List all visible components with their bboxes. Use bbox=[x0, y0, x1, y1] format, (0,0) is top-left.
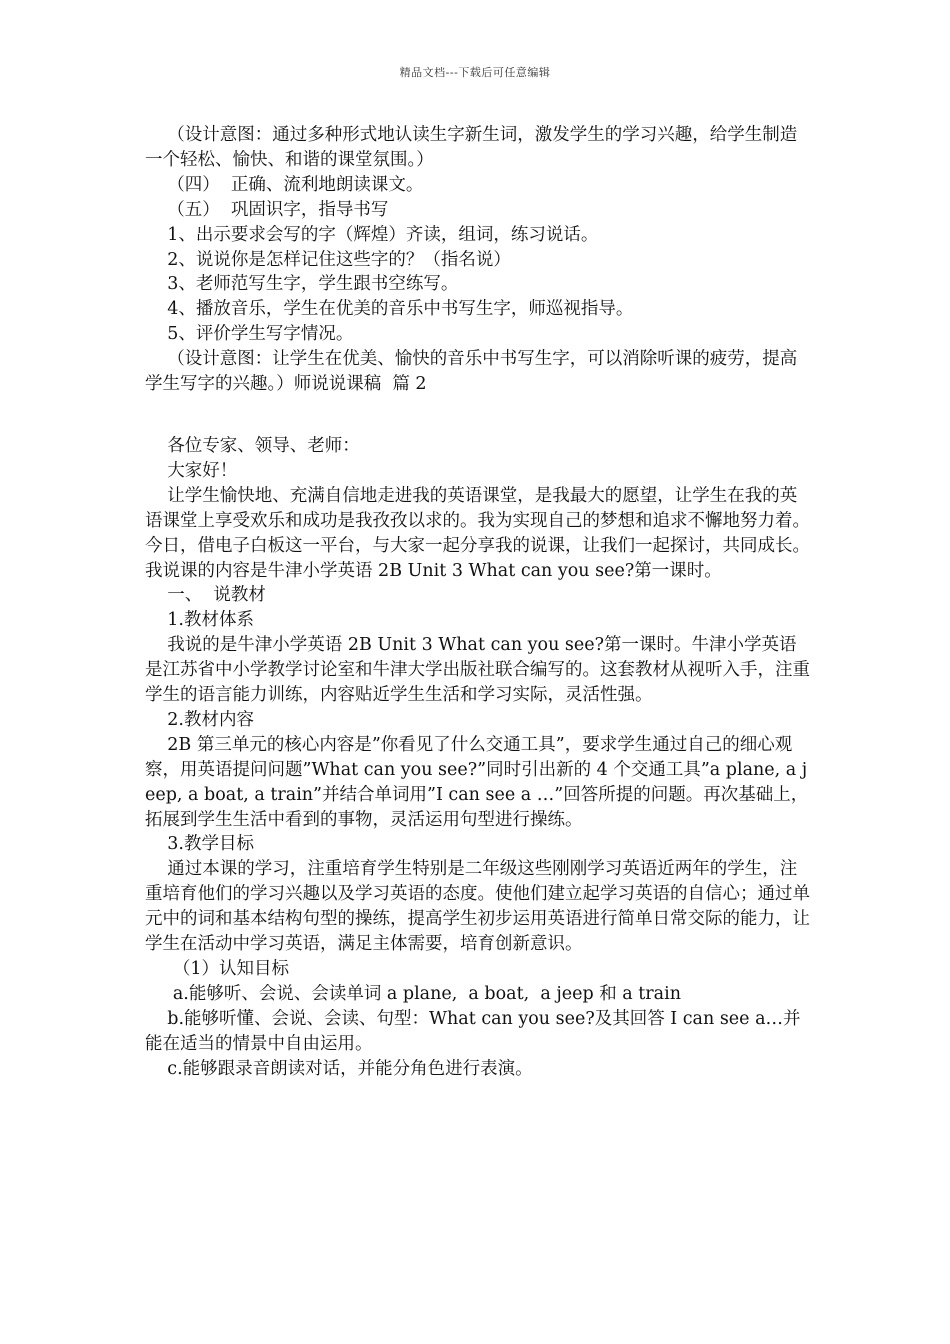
subheading: 2.教材内容 bbox=[145, 709, 254, 730]
paragraph: 1、出示要求会写的字（辉煌）齐读，组词，练习说话。 bbox=[145, 224, 599, 245]
paragraph: 各位专家、领导、老师： bbox=[145, 435, 360, 456]
list-item: c.能够跟录音朗读对话，并能分角色进行表演。 bbox=[145, 1058, 533, 1079]
paragraph: 4、播放音乐，学生在优美的音乐中书写生字，师巡视指导。 bbox=[145, 299, 634, 320]
paragraph: 5、评价学生写字情况。 bbox=[145, 324, 354, 345]
paragraph: 2、说说你是怎样记住这些字的？（指名说） bbox=[145, 249, 511, 270]
paragraph: 让学生愉快地、充满自信地走进我的英语课堂，是我最大的愿望，让学生在我的英语课堂上享受欢乐和成功是我孜孜以求的。我为实现自己的梦想和追求不懈地努力着。今日，借电子白板这一平台，与大家一起分享我的说课，让我们一起探讨，共同成长。我说课的内容是牛津小学英语 2B Unit 3 What can you see?第一课时。 bbox=[145, 485, 810, 581]
section-heading: 一、 说教材 bbox=[145, 585, 266, 606]
paragraph: 3、老师范写生字，学生跟书空练写。 bbox=[145, 274, 459, 295]
subheading: （1）认知目标 bbox=[145, 959, 289, 979]
list-item: a.能够听、会说、会读单词 a plane, a boat, a jeep 和 a train bbox=[145, 983, 681, 1004]
paragraph: （五） 巩固识字，指导书写 bbox=[145, 199, 389, 220]
paragraph: 2B 第三单元的核心内容是”你看见了什么交通工具”，要求学生通过自己的细心观察，用英语提问问题”What can you see?”同时引出新的 4 个交通工具”a plane, a jeep, a boat, a train”并结合单词用”I can see a …”回答所提的问题。再次基础上，拓展到学生生活中看到的事物，灵活运用句型进行操练。 bbox=[145, 734, 809, 830]
subheading: 1.教材体系 bbox=[145, 610, 254, 631]
section-gap bbox=[145, 397, 810, 434]
subheading: 3.教学目标 bbox=[145, 834, 254, 855]
document-body bbox=[145, 123, 810, 1082]
paragraph: （设计意图：让学生在优美、愉快的音乐中书写生字，可以消除听课的疲劳，提高学生写字的兴趣。）师说说课稿 篇 2 bbox=[145, 349, 798, 395]
paragraph: 通过本课的学习，注重培育学生特别是二年级这些刚刚学习英语近两年的学生，注重培育他们的学习兴趣以及学习英语的态度。使他们建立起学习英语的自信心；通过单元中的词和基本结构句型的操练，提高学生初步运用英语进行简单日常交际的能力，让学生在活动中学习英语，满足主体需要，培育创新意识。 bbox=[145, 859, 810, 955]
paragraph: （设计意图：通过多种形式地认读生字新生词，激发学生的学习兴趣，给学生制造一个轻松、愉快、和谐的课堂氛围。） bbox=[145, 125, 798, 170]
list-item: b.能够听懂、会说、会读、句型：What can you see?及其回答 I can see a…并能在适当的情景中自由运用。 bbox=[145, 1008, 801, 1054]
paragraph: 大家好！ bbox=[145, 460, 238, 481]
paragraph: 我说的是牛津小学英语 2B Unit 3 What can you see?第一课时。牛津小学英语是江苏省中小学教学讨论室和牛津大学出版社联合编写的。这套教材从视听入手，注重学生的语言能力训练，内容贴近学生生活和学习实际，灵活性强。 bbox=[145, 635, 810, 706]
page-header: 精品文档---下载后可任意编辑 bbox=[399, 66, 551, 79]
paragraph: （四） 正确、流利地朗读课文。 bbox=[145, 174, 424, 195]
